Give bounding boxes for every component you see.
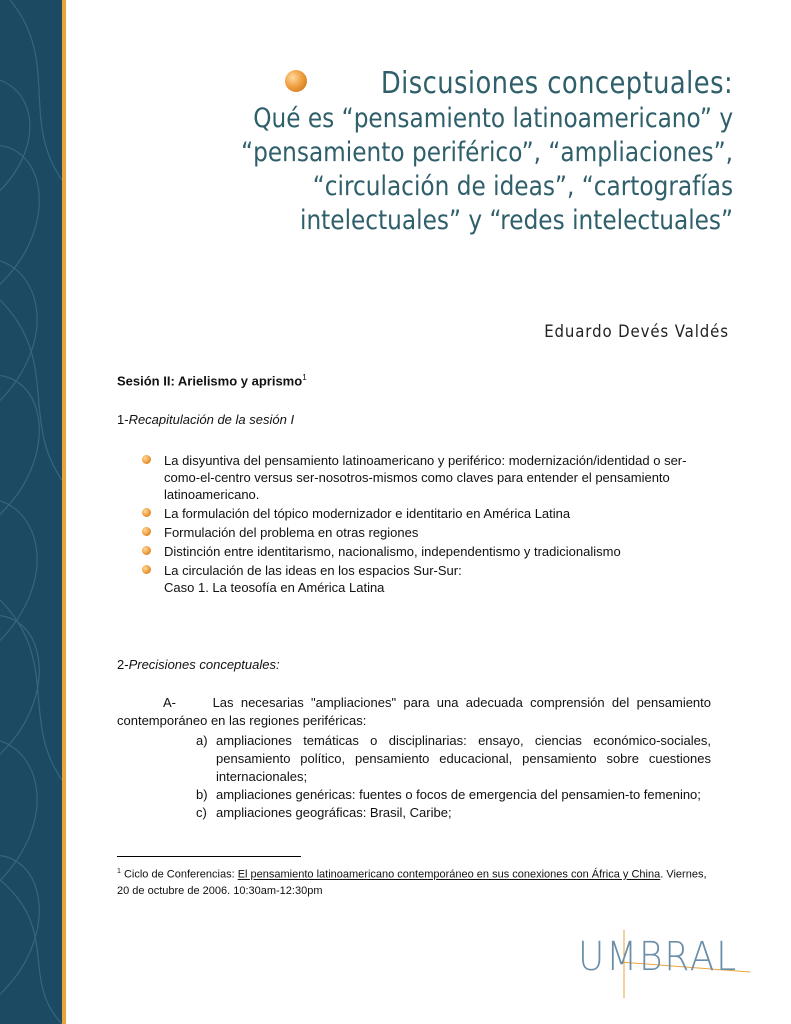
logo-text: UMBRAL	[578, 934, 739, 980]
section-title: Recapitulación de la sesión I	[128, 412, 295, 427]
orange-bullet-icon	[142, 508, 151, 517]
orange-bullet-icon	[142, 565, 151, 574]
session-heading	[117, 373, 307, 388]
section-number: 1-	[117, 412, 129, 427]
orange-bullet-icon	[142, 546, 151, 555]
section-number: 2-	[117, 657, 129, 672]
footnote-number: 1	[117, 868, 121, 875]
list-item: Distinción entre identitarismo, nacionalismo, independentismo y tradicionalismo	[142, 543, 712, 560]
title-main: Discusiones conceptuales:	[380, 66, 733, 101]
section-heading	[117, 412, 294, 427]
list-item-continuation: Caso 1. La teosofía en América Latina	[164, 580, 385, 595]
list-item: Formulación del problema en otras regiones	[142, 524, 712, 541]
author-name: Eduardo Devés Valdés	[544, 322, 729, 342]
orange-bullet-icon	[142, 455, 151, 464]
list-item: a) ampliaciones temáticas o disciplinarias: ensayo, ciencias económico-sociales, pensamiento político, pensamiento educacional, pensamiento sobre cuestiones internacionales;	[196, 733, 711, 784]
umbral-logo	[572, 910, 752, 1000]
recap-list	[142, 452, 712, 598]
sidebar-accent-stripe	[62, 0, 66, 1024]
title-line: “pensamiento periférico”, “ampliaciones”,	[241, 137, 733, 168]
ampliaciones-list	[196, 732, 711, 822]
section-heading	[117, 657, 280, 672]
decorative-sidebar	[0, 0, 62, 1024]
section-title: Precisiones conceptuales:	[128, 657, 280, 672]
paragraph-a	[117, 694, 711, 730]
footnote-link[interactable]: El pensamiento latinoamericano contemporáneo en sus conexiones con África y China	[237, 868, 661, 881]
document-title	[161, 66, 733, 238]
session-title: Sesión II: Arielismo y aprismo	[117, 373, 303, 389]
para-marker: A-	[163, 695, 176, 710]
list-item: c) ampliaciones geográficas: Brasil, Caribe;	[196, 805, 452, 820]
list-item: La disyuntiva del pensamiento latinoamericano y periférico: modernización/identidad o ser-como-el-centro versus ser-nosotros-mismos como claves para entender el pensamiento latinoamericano.	[142, 452, 712, 503]
title-line: “circulación de ideas”, “cartografías	[312, 171, 733, 202]
title-line: Qué es “pensamiento latinoamericano” y	[253, 103, 733, 134]
sidebar-swirl-pattern	[0, 0, 62, 1024]
list-item: La circulación de las ideas en los espacios Sur-Sur: Caso 1. La teosofía en América Latina	[142, 562, 712, 596]
footnote: $^1$ Ciclo de Conferencias: El pensamiento latinoamericano contemporáneo en sus conexiones con África y China. Viernes, 20 de octubre de 2006. 10:30am-12:30pm	[117, 868, 707, 897]
list-item: b) ampliaciones genéricas: fuentes o focos de emergencia del pensamien-to femenino;	[196, 787, 701, 802]
footnote-divider	[117, 856, 301, 857]
para-text: Las necesarias "ampliaciones" para una adecuada comprensión del pensamiento contemporáneo en las regiones periféricas:	[117, 695, 712, 728]
title-line: intelectuales” y “redes intelectuales”	[299, 205, 733, 236]
list-item: La formulación del tópico modernizador e identitario en América Latina	[142, 505, 712, 522]
footnote-ref[interactable]: 1	[302, 373, 307, 382]
orange-bullet-icon	[142, 527, 151, 536]
